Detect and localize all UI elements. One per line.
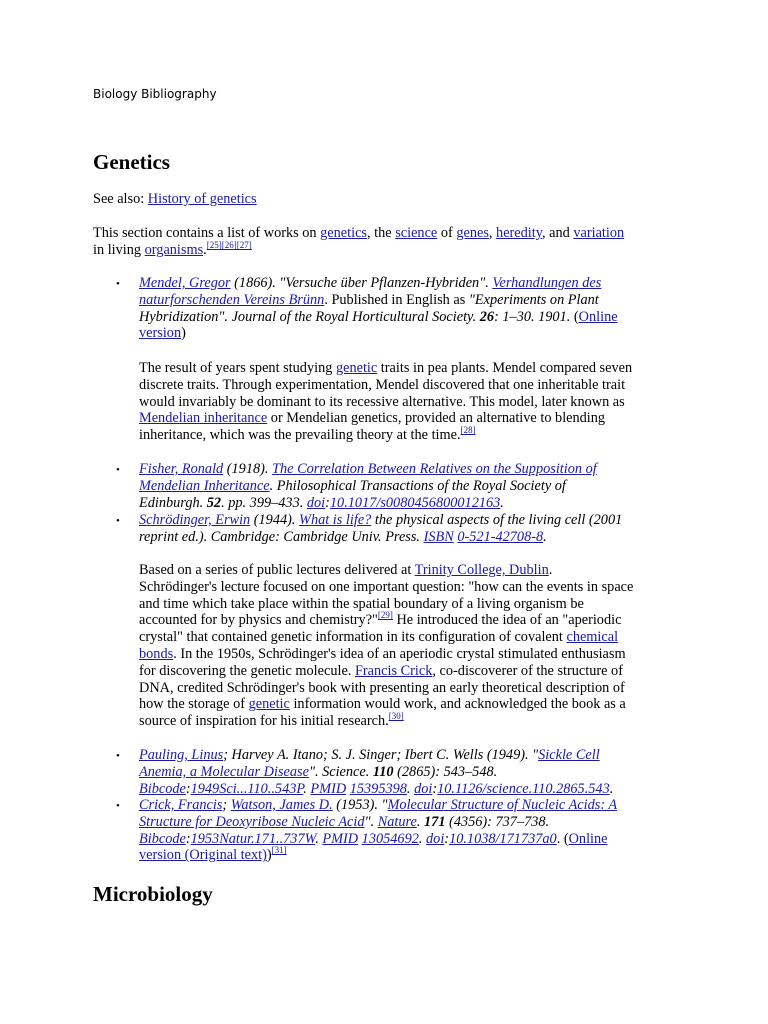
- verhandlungen-link[interactable]: Verhandlungen des: [492, 275, 602, 291]
- pauling-author-link[interactable]: Pauling, Linus: [139, 747, 224, 763]
- genetic-link-2[interactable]: genetic: [248, 696, 290, 713]
- genetic-link[interactable]: genetic: [335, 360, 378, 376]
- ref-30[interactable]: [30]: [388, 711, 404, 722]
- sickle-cell-link-2[interactable]: Anemia, a Molecular Disease: [139, 763, 309, 780]
- crick-author-link[interactable]: Crick, Francis: [139, 797, 223, 813]
- citation-schrodinger: Schrödinger, Erwin (1944). What is life? the physical aspects of the living cell (2001 reprint ed.). Cambridge: Cambridge Univ. Press. ISBN 0-521-42708-8.: [139, 512, 623, 545]
- crick-pmid-label[interactable]: PMID: [322, 830, 359, 847]
- mendel-online-link-2[interactable]: version: [139, 325, 182, 342]
- genetics-link[interactable]: genetics: [320, 225, 367, 241]
- nucleic-acids-link[interactable]: Molecular Structure of Nucleic Acids: A: [387, 797, 618, 813]
- section-heading-microbiology: Microbiology: [93, 882, 213, 906]
- intro-refs[interactable]: [25][26][27]: [206, 239, 252, 250]
- ref-31[interactable]: [31]: [271, 845, 287, 856]
- ref-29[interactable]: [29]: [377, 610, 393, 621]
- crick-online-link-2[interactable]: version (Original text): [139, 847, 267, 864]
- history-of-genetics-link[interactable]: History of genetics: [147, 191, 257, 207]
- crick-online-link[interactable]: Online: [568, 830, 608, 847]
- section-heading-genetics: Genetics: [93, 150, 170, 174]
- mendel-note: The result of years spent studying genetic traits in pea plants. Mendel compared seven discrete traits. Through experimentation, Mendel discovered that one inheritable trait would invariably be dominant to its recessive alternative. This model, later known as Mendelian inheritance or Mendelian genetics, provided an alternative to blending inheritance, which was the prevailing theory at the time.[28]: [139, 360, 633, 444]
- intro-paragraph: This section contains a list of works on genetics, the science of genes, heredity, and variation in living organisms.[25][26][27]: [93, 225, 625, 258]
- nature-link[interactable]: Nature: [377, 813, 417, 830]
- sickle-cell-link[interactable]: Sickle Cell: [538, 747, 600, 763]
- chemical-bonds-link-2[interactable]: bonds: [139, 645, 174, 662]
- fisher-doi-link[interactable]: 10.1017/s0080456800012163: [329, 494, 501, 511]
- bullet-icon: •: [116, 278, 120, 290]
- ref-28[interactable]: [28]: [460, 425, 476, 436]
- trinity-college-link[interactable]: Trinity College, Dublin: [414, 562, 549, 578]
- pauling-bibcode-label[interactable]: Bibcode: [139, 780, 186, 797]
- schrodinger-author-link[interactable]: Schrödinger, Erwin: [139, 512, 251, 528]
- organisms-link[interactable]: organisms: [144, 241, 204, 258]
- science-link[interactable]: science: [395, 225, 438, 241]
- what-is-life-link[interactable]: What is life?: [299, 512, 372, 528]
- crick-bibcode-label[interactable]: Bibcode: [139, 830, 186, 847]
- pauling-bibcode-link[interactable]: 1949Sci...110..543P: [190, 780, 304, 797]
- isbn-link[interactable]: 0-521-42708-8: [457, 528, 544, 545]
- pauling-pmid-label[interactable]: PMID: [310, 780, 347, 797]
- fisher-title-link[interactable]: The Correlation Between Relatives on the Supposition of: [272, 461, 597, 477]
- bullet-icon: •: [116, 750, 120, 762]
- fisher-doi-label[interactable]: doi: [306, 494, 326, 511]
- mendel-online-link[interactable]: Online: [578, 308, 618, 325]
- genes-link[interactable]: genes: [456, 225, 489, 241]
- bullet-icon: •: [116, 515, 120, 527]
- nucleic-acids-link-2[interactable]: Structure for Deoxyribose Nucleic Acid: [139, 813, 365, 830]
- crick-doi-link[interactable]: 10.1038/171737a0: [449, 830, 557, 847]
- bullet-icon: •: [116, 800, 120, 812]
- bullet-icon: •: [116, 464, 120, 476]
- watson-author-link[interactable]: Watson, James D.: [230, 797, 333, 813]
- document-title: Biology Bibliography: [93, 87, 217, 101]
- fisher-author-link[interactable]: Fisher, Ronald: [139, 461, 224, 477]
- crick-bibcode-link[interactable]: 1953Natur.171..737W: [190, 830, 316, 847]
- fisher-title-link-2[interactable]: Mendelian Inheritance: [139, 477, 270, 494]
- mendel-author-link[interactable]: Mendel, Gregor: [139, 275, 231, 291]
- mendelian-inheritance-link[interactable]: Mendelian inheritance: [139, 410, 268, 427]
- citation-mendel: Mendel, Gregor (1866). "Versuche über Pflanzen-Hybriden". Verhandlungen des naturforschenden Vereins Brünn. Published in English as "Experiments on Plant Hybridization". Journal of the Royal Horticultural Society. 26: 1–30. 1901. (Online version): [139, 275, 618, 342]
- chemical-bonds-link[interactable]: chemical: [566, 629, 619, 646]
- heredity-link[interactable]: heredity: [496, 225, 542, 241]
- crick-pmid-link[interactable]: 13054692: [361, 830, 419, 847]
- see-also-line: See also: History of genetics: [93, 191, 257, 207]
- francis-crick-link[interactable]: Francis Crick: [354, 662, 433, 679]
- pauling-doi-link[interactable]: 10.1126/science.110.2865.543: [437, 780, 610, 797]
- pauling-doi-label[interactable]: doi: [414, 780, 433, 797]
- variation-link[interactable]: variation: [573, 225, 625, 241]
- citation-fisher: Fisher, Ronald (1918). The Correlation Between Relatives on the Supposition of Mendelian Inheritance. Philosophical Transactions of the Royal Society of Edinburgh. 52. pp. 399–433. doi:10.1017/s0080456800012163.: [139, 461, 597, 511]
- crick-doi-label[interactable]: doi: [426, 830, 445, 847]
- citation-pauling: Pauling, Linus; Harvey A. Itano; S. J. Singer; Ibert C. Wells (1949). "Sickle Cell Anemia, a Molecular Disease". Science. 110 (2865): 543–548. Bibcode:1949Sci...110..543P. PMID 15395398. doi:10.1126/science.110.2865.543.: [139, 747, 614, 797]
- isbn-label-link[interactable]: ISBN: [423, 528, 454, 545]
- verhandlungen-link-2[interactable]: naturforschenden Vereins Brünn: [139, 291, 325, 308]
- schrodinger-note: Based on a series of public lectures delivered at Trinity College, Dublin. Schrödinger's lecture focused on one important question: "how can the events in space and time which take place within the spatial boundary of a living organism be accounted for by physics and chemistry?"[29] He introduced the idea of an "aperiodic crystal" that contained genetic information in its configuration of covalent chemical bonds. In the 1950s, Schrödinger's idea of an aperiodic crystal stimulated enthusiasm for discovering the genetic molecule. Francis Crick, co-discoverer of the structure of DNA, credited Schrödinger's book with presenting an early theoretical description of how the storage of genetic information would work, and acknowledged the book as a source of inspiration for his initial research.[30]: [139, 562, 634, 730]
- citation-crick-watson: Crick, Francis; Watson, James D. (1953). "Molecular Structure of Nucleic Acids: A Structure for Deoxyribose Nucleic Acid". Nature. 171 (4356): 737–738. Bibcode:1953Natur.171..737W. PMID 13054692. doi:10.1038/171737a0. (Online version (Original text))[31]: [139, 797, 618, 864]
- pauling-pmid-link[interactable]: 15395398: [349, 780, 407, 797]
